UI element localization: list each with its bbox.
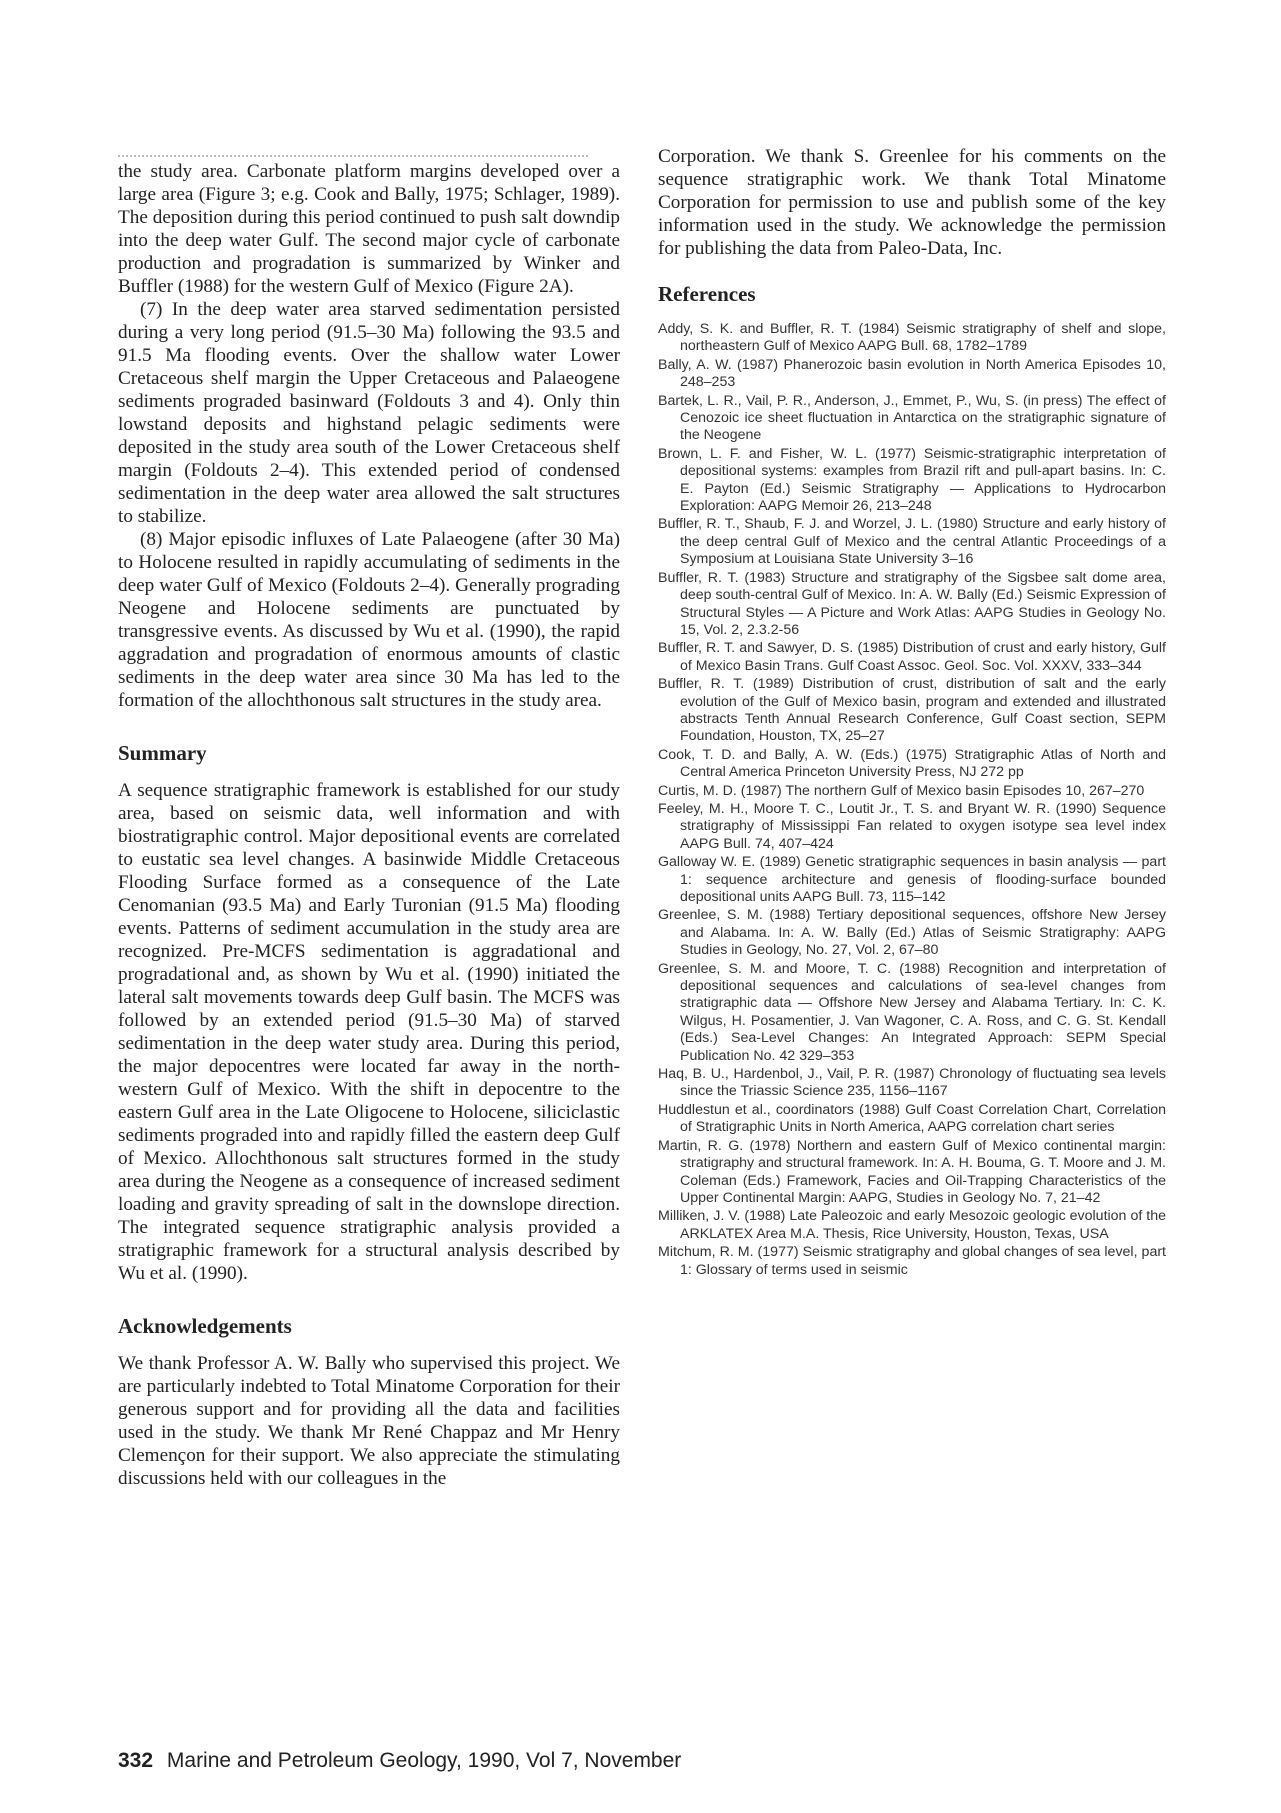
continuation-paragraph: the study area. Carbonate platform margins developed over a large area (Figure 3; e.g. Cook and Bally, 1975; Schlager, 1989). The deposition during this period continued to push salt downdip into the deep water Gulf. The second major cycle of carbonate production and progradation is summarized by Winker and Buffler (1988) for the western Gulf of Mexico (Figure 2A). bbox=[118, 161, 620, 297]
right-column bbox=[658, 145, 1166, 1280]
reference-item: Feeley, M. H., Moore T. C., Loutit Jr., T. S. and Bryant W. R. (1990) Sequence stratigraphy of Mississippi Fan related to oxygen isotype sea level index AAPG Bull. 74, 407–424 bbox=[658, 800, 1166, 852]
reference-item: Mitchum, R. M. (1977) Seismic stratigraphy and global changes of sea level, part 1: Glossary of terms used in seismic bbox=[658, 1244, 1166, 1278]
reference-item: Brown, L. F. and Fisher, W. L. (1977) Seismic-stratigraphic interpretation of depositional systems: examples from Brazil rift and pull-apart basins. In: C. E. Payton (Ed.) Seismic Stratigraphy — Applications to Hydrocarbon Exploration: AAPG Memoir 26, 213–248 bbox=[658, 445, 1166, 515]
acknowledgements-continuation: Corporation. We thank S. Greenlee for his comments on the sequence stratigraphic work. We thank Total Minatome Corporation for permission to use and publish some of the key information used in the study. We acknowledge the permission for publishing the data from Paleo-Data, Inc. bbox=[658, 146, 1166, 259]
summary-heading: Summary bbox=[118, 741, 207, 765]
cropped-text-line bbox=[118, 145, 588, 157]
reference-item: Greenlee, S. M. (1988) Tertiary depositional sequences, offshore New Jersey and Alabama. In: A. W. Bally (Ed.) Atlas of Seismic Stratigraphy: AAPG Studies in Geology, No. 27, Vol. 2, 67–80 bbox=[658, 907, 1166, 959]
reference-item: Huddlestun et al., coordinators (1988) Gulf Coast Correlation Chart, Correlation of Stratigraphic Units in North America, AAPG correlation chart series bbox=[658, 1101, 1166, 1136]
reference-item: Buffler, R. T. (1983) Structure and stratigraphy of the Sigsbee salt dome area, deep south-central Gulf of Mexico. In: A. W. Bally (Ed.) Seismic Expression of Structural Styles — A Picture and Work Atlas: AAPG Studies in Geology No. 15, Vol. 2, 2.3.2-56 bbox=[658, 569, 1166, 638]
acknowledgements-heading: Acknowledgements bbox=[118, 1314, 292, 1338]
reference-item: Buffler, R. T., Shaub, F. J. and Worzel, J. L. (1980) Structure and early history of the deep central Gulf of Mexico and the central Atlantic Proceedings of a Symposium at Louisiana State University 3–16 bbox=[658, 516, 1166, 568]
reference-item: Cook, T. D. and Bally, A. W. (Eds.) (1975) Stratigraphic Atlas of North and Central America Princeton University Press, NJ 272 pp bbox=[658, 746, 1166, 781]
reference-item: Bartek, L. R., Vail, P. R., Anderson, J., Emmet, P., Wu, S. (in press) The effect of Cenozoic ice sheet fluctuation in Antarctica on the stratigraphic signature of the Neogene bbox=[658, 392, 1166, 444]
reference-item: Curtis, M. D. (1987) The northern Gulf of Mexico basin Episodes 10, 267–270 bbox=[658, 782, 1145, 799]
reference-item: Galloway W. E. (1989) Genetic stratigraphic sequences in basin analysis — part 1: sequence architecture and genesis of flooding-surface bounded depositional units AAPG Bull. 73, 115–142 bbox=[658, 854, 1166, 905]
reference-item: Addy, S. K. and Buffler, R. T. (1984) Seismic stratigraphy of shelf and slope, northeastern Gulf of Mexico AAPG Bull. 68, 1782–1789 bbox=[658, 321, 1166, 355]
summary-paragraph: A sequence stratigraphic framework is established for our study area, based on seismic data, well information and with biostratigraphic control. Major depositional events are correlated to eustatic sea level changes. A basinwide Middle Cretaceous Flooding Surface formed as a consequence of the Late Cenomanian (93.5 Ma) and Early Turonian (91.5 Ma) flooding events. Patterns of sediment accumulation in the study area are recognized. Pre-MCFS sedimentation is aggradational and progradational and, as shown by Wu et al. (1990) initiated the lateral salt movements towards deep Gulf basin. The MCFS was followed by an extended period (91.5–30 Ma) of starved sedimentation in the deep water study area. During this period, the major depocentres were located far away in the north-western Gulf of Mexico. With the shift in depocentre to the eastern Gulf area in the Late Oligocene to Holocene, siliciclastic sediments prograded into and rapidly filled the eastern deep Gulf of Mexico. Allochthonous salt structures formed in the study area during the Neogene as a consequence of increased sediment loading and gravity spreading of salt in the downslope direction. The integrated sequence stratigraphic analysis provided a stratigraphic framework for a structural analysis described by Wu et al. (1990). bbox=[118, 780, 620, 1284]
acknowledgements-paragraph: We thank Professor A. W. Bally who supervised this project. We are particularly indebted to Total Minatome Corporation for their generous support and for providing all the data and facilities used in the study. We thank Mr René Chappaz and Mr Henry Clemençon for their support. We also appreciate the stimulating discussions held with our colleagues in the bbox=[118, 1353, 620, 1489]
references-list bbox=[658, 321, 1166, 1279]
reference-item: Bally, A. W. (1987) Phanerozoic basin evolution in North America Episodes 10, 248–253 bbox=[658, 356, 1166, 391]
left-column bbox=[118, 145, 620, 1490]
reference-item: Buffler, R. T. and Sawyer, D. S. (1985) Distribution of crust and early history, Gulf of Mexico Basin Trans. Gulf Coast Assoc. Geol. Soc. Vol. XXXV, 333–344 bbox=[658, 640, 1166, 674]
journal-citation: Marine and Petroleum Geology, 1990, Vol 7, November bbox=[166, 1749, 682, 1772]
reference-item: Milliken, J. V. (1988) Late Paleozoic and early Mesozoic geologic evolution of the ARKLATEX Area M.A. Thesis, Rice University, Houston, Texas, USA bbox=[658, 1208, 1166, 1242]
paragraph-7: (7) In the deep water area starved sedimentation persisted during a very long period (91.5–30 Ma) following the 93.5 and 91.5 Ma flooding events. Over the shallow water Lower Cretaceous shelf margin the Upper Cretaceous and Palaeogene sediments prograded basinward (Foldouts 3 and 4). Only thin lowstand deposits and highstand pelagic sediments were deposited in the study area south of the Lower Cretaceous shelf margin (Foldouts 2–4). This extended period of condensed sedimentation in the deep water area allowed the salt structures to stabilize. bbox=[118, 299, 620, 527]
reference-item: Martin, R. G. (1978) Northern and eastern Gulf of Mexico continental margin: stratigraphy and structural framework. In: A. H. Bouma, G. T. Moore and J. M. Coleman (Eds.) Framework, Facies and Oil-Trapping Characteristics of the Upper Continental Margin: AAPG, Studies in Geology No. 7, 21–42 bbox=[658, 1137, 1166, 1206]
references-heading: References bbox=[658, 282, 756, 306]
reference-item: Haq, B. U., Hardenbol, J., Vail, P. R. (1987) Chronology of fluctuating sea levels since the Triassic Science 235, 1156–1167 bbox=[658, 1066, 1166, 1100]
page-number: 332 bbox=[118, 1749, 154, 1772]
page-footer bbox=[118, 1749, 681, 1773]
reference-item: Buffler, R. T. (1989) Distribution of crust, distribution of salt and the early evolution of the Gulf of Mexico basin, program and extended and illustrated abstracts Tenth Annual Research Conference, Gulf Coast section, SEPM Foundation, Houston, TX, 25–27 bbox=[658, 676, 1166, 745]
reference-item: Greenlee, S. M. and Moore, T. C. (1988) Recognition and interpretation of depositional sequences and calculations of sea-level changes from stratigraphic data — Offshore New Jersey and Alabama Tertiary. In: C. K. Wilgus, H. Posamentier, J. Van Wagoner, C. A. Ross, and C. G. St. Kendall (Eds.) Sea-Level Changes: An Integrated Approach: SEPM Special Publication No. 42 329–353 bbox=[658, 960, 1166, 1064]
paragraph-8: (8) Major episodic influxes of Late Palaeogene (after 30 Ma) to Holocene resulted in rapidly accumulating of sediments in the deep water Gulf of Mexico (Foldouts 2–4). Generally prograding Neogene and Holocene sediments are punctuated by transgressive events. As discussed by Wu et al. (1990), the rapid aggradation and progradation of enormous amounts of clastic sediments in the deep water area since 30 Ma has led to the formation of the allochthonous salt structures in the study area. bbox=[118, 529, 620, 711]
